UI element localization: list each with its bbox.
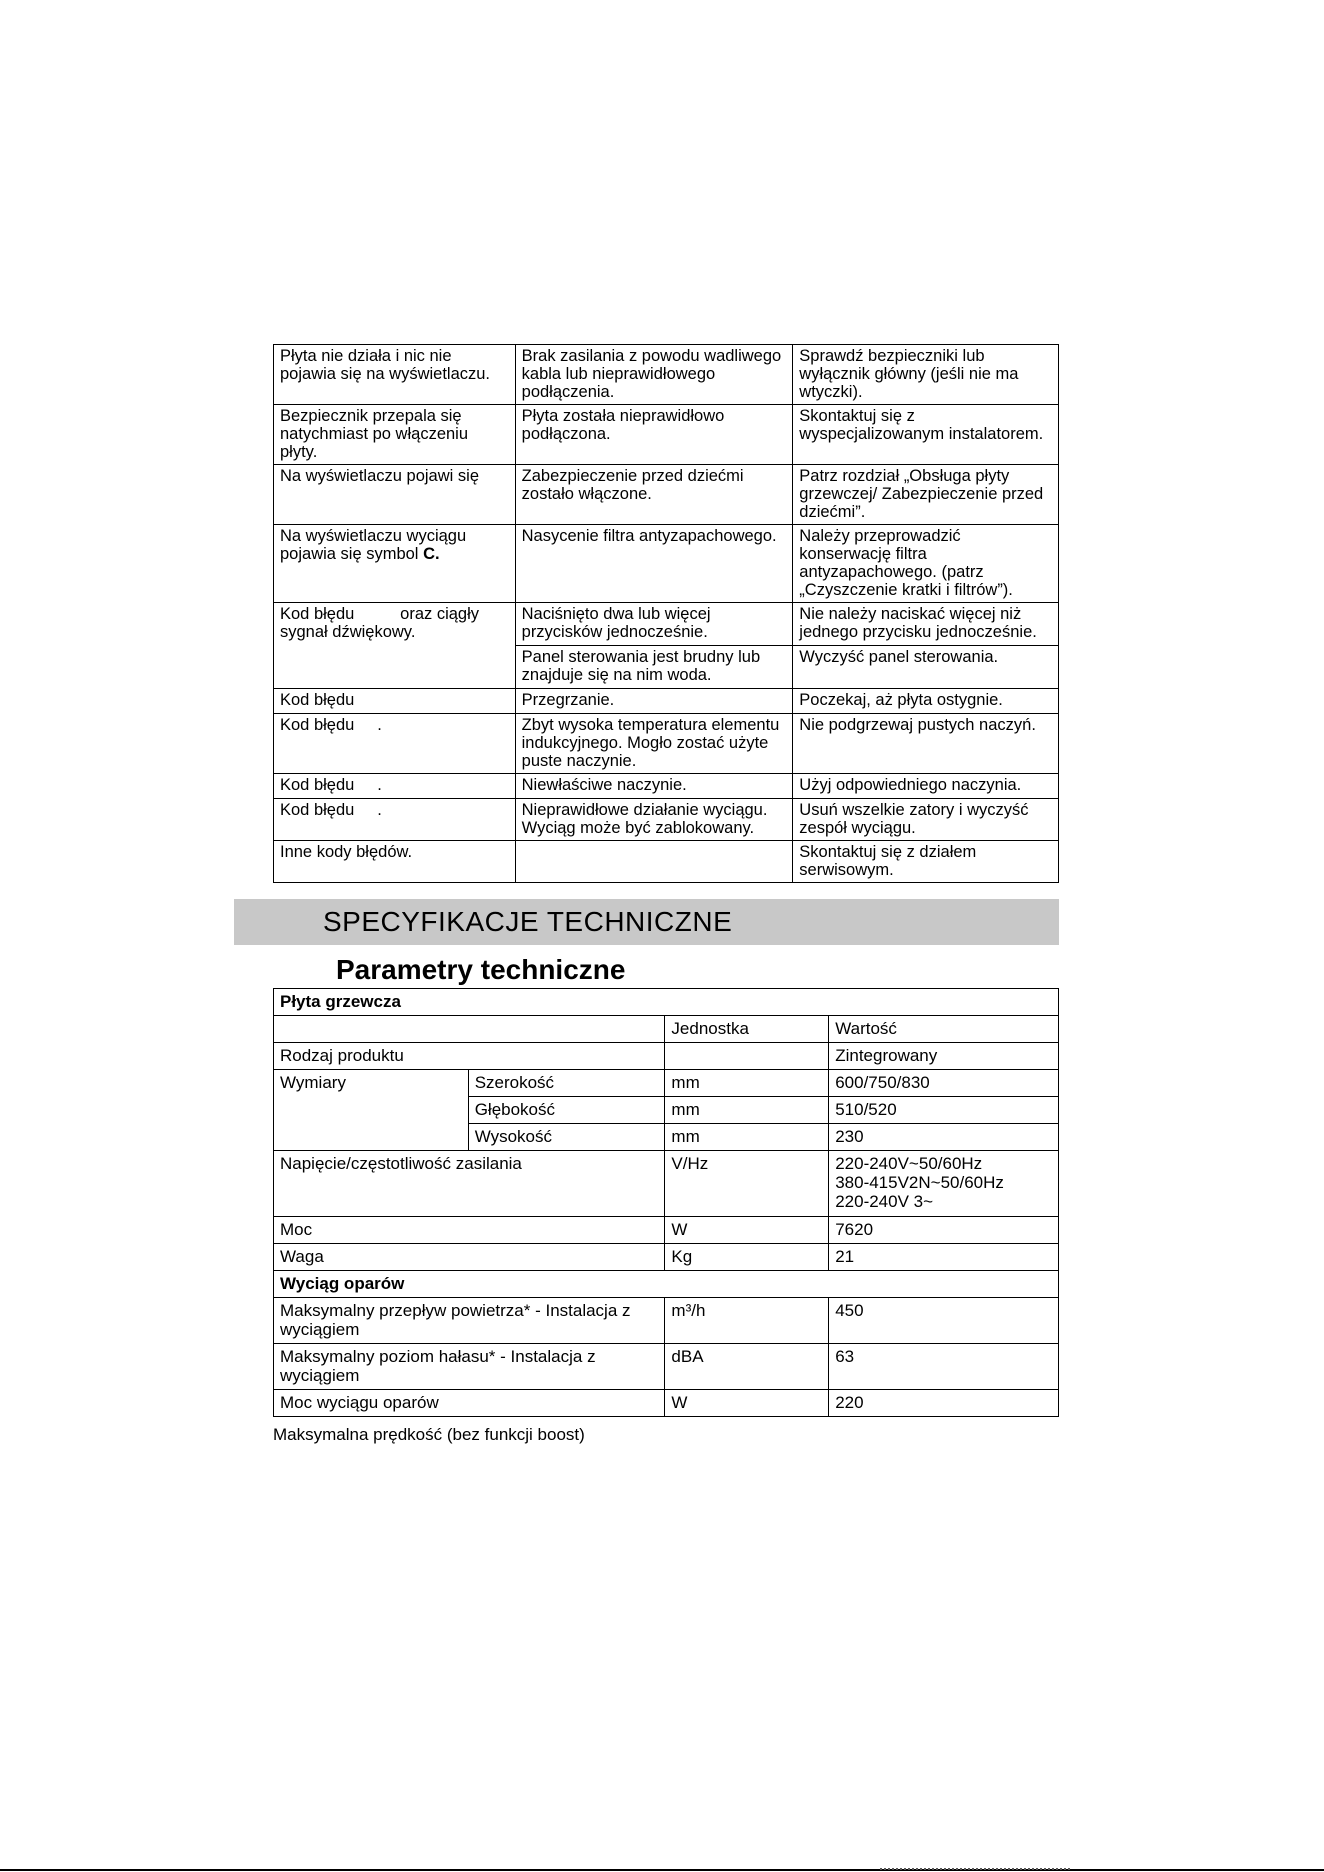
param-sublabel: Szerokość bbox=[468, 1070, 665, 1097]
problem-cell: Kod błędu . bbox=[274, 774, 516, 799]
voltage-value: 380-415V2N~50/60Hz bbox=[835, 1173, 1004, 1192]
param-unit: W bbox=[665, 1217, 829, 1244]
solution-cell: Wyczyść panel sterowania. bbox=[793, 646, 1059, 689]
troubleshooting-table bbox=[273, 344, 1059, 883]
param-unit: Kg bbox=[665, 1244, 829, 1271]
table-row bbox=[274, 1344, 1059, 1390]
solution-cell: Patrz rozdział „Obsługa płyty grzewczej/ Zabezpieczenie przed dziećmi”. bbox=[793, 465, 1059, 525]
solution-cell: Poczekaj, aż płyta ostygnie. bbox=[793, 689, 1059, 714]
solution-cell: Skontaktuj się z działem serwisowym. bbox=[793, 841, 1059, 883]
param-unit: V/Hz bbox=[665, 1151, 829, 1217]
cause-cell: Zabezpieczenie przed dziećmi zostało włączone. bbox=[515, 465, 793, 525]
page-bottom-rule bbox=[0, 1869, 1324, 1871]
param-value: 600/750/830 bbox=[829, 1070, 1059, 1097]
value-header: Wartość bbox=[829, 1016, 1059, 1043]
cause-cell: Naciśnięto dwa lub więcej przycisków jednocześnie. bbox=[515, 603, 793, 646]
param-label: Rodzaj produktu bbox=[274, 1043, 665, 1070]
param-value: 63 bbox=[829, 1344, 1059, 1390]
problem-cell: Kod błędu oraz ciągły sygnał dźwiękowy. bbox=[274, 603, 516, 689]
problem-cell: Na wyświetlaczu pojawi się bbox=[274, 465, 516, 525]
cause-cell: Nasycenie filtra antyzapachowego. bbox=[515, 525, 793, 603]
table-row bbox=[274, 714, 1059, 774]
cause-cell bbox=[515, 841, 793, 883]
table-row bbox=[274, 689, 1059, 714]
voltage-value: 220-240V 3~ bbox=[835, 1192, 934, 1211]
table-row bbox=[274, 405, 1059, 465]
param-value: 450 bbox=[829, 1298, 1059, 1344]
problem-cell: Inne kody błędów. bbox=[274, 841, 516, 883]
voltage-value: 220-240V~50/60Hz bbox=[835, 1154, 983, 1173]
table-row bbox=[274, 841, 1059, 883]
param-value: 510/520 bbox=[829, 1097, 1059, 1124]
table-row bbox=[274, 465, 1059, 525]
table-row bbox=[274, 799, 1059, 841]
param-sublabel: Głębokość bbox=[468, 1097, 665, 1124]
table-row bbox=[274, 1016, 1059, 1043]
symbol-c: C. bbox=[423, 545, 440, 563]
cause-cell: Zbyt wysoka temperatura elementu indukcyjnego. Mogło zostać użyte puste naczynie. bbox=[515, 714, 793, 774]
param-value bbox=[829, 1151, 1059, 1217]
param-value: 21 bbox=[829, 1244, 1059, 1271]
section-title: SPECYFIKACJE TECHNICZNE bbox=[323, 906, 733, 937]
solution-cell: Sprawdź bezpieczniki lub wyłącznik główny (jeśli nie ma wtyczki). bbox=[793, 345, 1059, 405]
param-value: 7620 bbox=[829, 1217, 1059, 1244]
table-row bbox=[274, 1244, 1059, 1271]
param-unit: mm bbox=[665, 1070, 829, 1097]
table-row bbox=[274, 1151, 1059, 1217]
cause-cell: Nieprawidłowe działanie wyciągu. Wyciąg może być zablokowany. bbox=[515, 799, 793, 841]
table-row bbox=[274, 525, 1059, 603]
param-label: Napięcie/częstotliwość zasilania bbox=[274, 1151, 665, 1217]
table-row bbox=[274, 1043, 1059, 1070]
hood-header: Wyciąg oparów bbox=[274, 1271, 1059, 1298]
problem-cell: Kod błędu . bbox=[274, 714, 516, 774]
footnote: Maksymalna prędkość (bez funkcji boost) bbox=[273, 1425, 585, 1444]
problem-cell: Kod błędu . bbox=[274, 799, 516, 841]
param-unit: mm bbox=[665, 1124, 829, 1151]
table-row bbox=[274, 603, 1059, 646]
param-unit: W bbox=[665, 1390, 829, 1417]
bottom-marks bbox=[880, 1862, 1070, 1870]
problem-cell: Płyta nie działa i nic nie pojawia się na wyświetlaczu. bbox=[274, 345, 516, 405]
table-row bbox=[274, 774, 1059, 799]
problem-text: Na wyświetlaczu wyciągu pojawia się symbol bbox=[280, 527, 467, 563]
solution-cell: Usuń wszelkie zatory i wyczyść zespół wyciągu. bbox=[793, 799, 1059, 841]
table-row bbox=[274, 1070, 1059, 1097]
subsection-title: Parametry techniczne bbox=[336, 954, 626, 985]
param-label: Waga bbox=[274, 1244, 665, 1271]
problem-cell: Bezpiecznik przepala się natychmiast po włączeniu płyty. bbox=[274, 405, 516, 465]
param-label: Maksymalny poziom hałasu* - Instalacja z wyciągiem bbox=[274, 1344, 665, 1390]
param-unit: m³/h bbox=[665, 1298, 829, 1344]
hob-header: Płyta grzewcza bbox=[274, 989, 1059, 1016]
param-unit: dBA bbox=[665, 1344, 829, 1390]
cause-cell: Niewłaściwe naczynie. bbox=[515, 774, 793, 799]
cause-cell: Brak zasilania z powodu wadliwego kabla lub nieprawidłowego podłączenia. bbox=[515, 345, 793, 405]
param-value: 230 bbox=[829, 1124, 1059, 1151]
solution-cell: Użyj odpowiedniego naczynia. bbox=[793, 774, 1059, 799]
table-row bbox=[274, 1390, 1059, 1417]
cause-cell: Panel sterowania jest brudny lub znajduje się na nim woda. bbox=[515, 646, 793, 689]
table-row bbox=[274, 989, 1059, 1016]
specs-table bbox=[273, 988, 1059, 1417]
unit-header: Jednostka bbox=[665, 1016, 829, 1043]
problem-cell: Kod błędu bbox=[274, 689, 516, 714]
solution-cell: Należy przeprowadzić konserwację filtra antyzapachowego. (patrz „Czyszczenie kratki i filtrów”). bbox=[793, 525, 1059, 603]
param-unit bbox=[665, 1043, 829, 1070]
param-label: Maksymalny przepływ powietrza* - Instalacja z wyciągiem bbox=[274, 1298, 665, 1344]
cause-cell: Przegrzanie. bbox=[515, 689, 793, 714]
param-sublabel: Wysokość bbox=[468, 1124, 665, 1151]
solution-cell: Skontaktuj się z wyspecjalizowanym instalatorem. bbox=[793, 405, 1059, 465]
solution-cell: Nie należy naciskać więcej niż jednego przycisku jednocześnie. bbox=[793, 603, 1059, 646]
param-label: Wymiary bbox=[274, 1070, 469, 1151]
param-value: 220 bbox=[829, 1390, 1059, 1417]
cause-cell: Płyta została nieprawidłowo podłączona. bbox=[515, 405, 793, 465]
problem-cell bbox=[274, 525, 516, 603]
table-row bbox=[274, 345, 1059, 405]
param-label: Moc bbox=[274, 1217, 665, 1244]
param-value: Zintegrowany bbox=[829, 1043, 1059, 1070]
table-row bbox=[274, 1271, 1059, 1298]
table-row bbox=[274, 1217, 1059, 1244]
table-row bbox=[274, 1298, 1059, 1344]
empty-cell bbox=[274, 1016, 665, 1043]
param-unit: mm bbox=[665, 1097, 829, 1124]
param-label: Moc wyciągu oparów bbox=[274, 1390, 665, 1417]
solution-cell: Nie podgrzewaj pustych naczyń. bbox=[793, 714, 1059, 774]
